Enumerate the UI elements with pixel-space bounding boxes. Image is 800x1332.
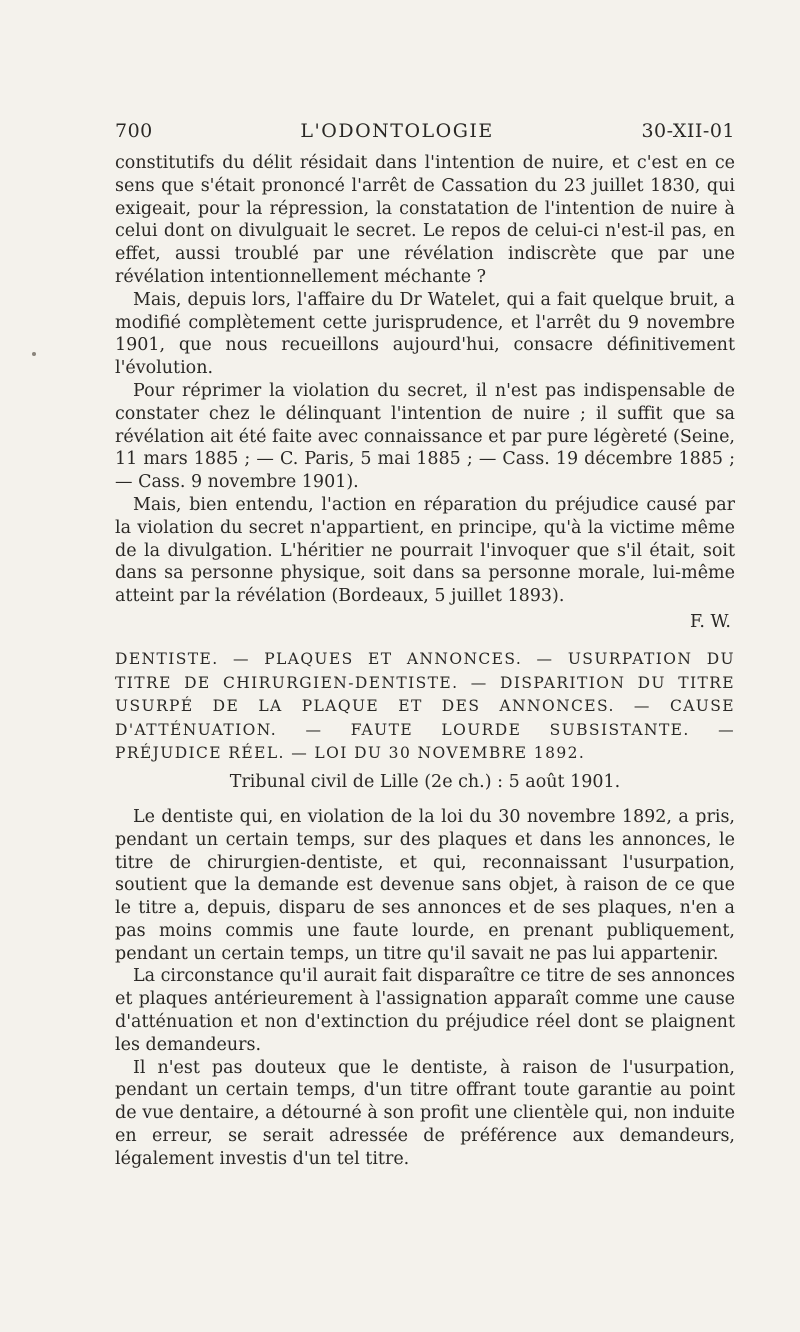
margin-mark xyxy=(32,352,36,356)
paragraph-2: Mais, depuis lors, l'affaire du Dr Watelet, qui a fait quelque bruit, a modifié complètement cette jurisprudence, et l'arrêt du 9 novembre 1901, que nous recueillons aujourd'hui, consacre définitivement l'évolution. xyxy=(115,289,735,379)
issue-date: 30-XII-01 xyxy=(641,120,735,142)
paragraph-1: constitutifs du délit résidait dans l'intention de nuire, et c'est en ce sens que s'était prononcé l'arrêt de Cassation du 23 juillet 1830, qui exigeait, pour la répression, la constatation de l'intention de nuire à celui dont on divulguait le secret. Le repos de celui-ci n'est-il pas, en effet, aussi troublé par une révélation indiscrète que par une révélation intentionnellement méchante ? xyxy=(115,153,735,287)
paragraph-4: Mais, bien entendu, l'action en réparation du préjudice causé par la violation du secret n'appartient, en principe, qu'à la victime même de la divulgation. L'héritier ne pourrait l'invoquer que s'il était, soit dans sa personne physique, soit dans sa personne morale, lui-même atteint par la révélation (Bordeaux, 5 juillet 1893). xyxy=(115,494,735,607)
running-header xyxy=(115,120,735,142)
case-heading: DENTISTE. — PLAQUES ET ANNONCES. — USURPATION DU TITRE DE CHIRURGIEN-DENTISTE. — DISPARITION DU TITRE USURPÉ DE LA PLAQUE ET DES ANNONCES. — CAUSE D'ATTÉNUATION. — FAUTE LOURDE SUBSISTANTE. — PRÉJUDICE RÉEL. — LOI DU 30 NOVEMBRE 1892. xyxy=(115,649,735,763)
paragraph-3: Pour réprimer la violation du secret, il n'est pas indispensable de constater chez le délinquant l'intention de nuire ; il suffit que sa révélation ait été faite avec connaissance et par pure légèreté (Seine, 11 mars 1885 ; — C. Paris, 5 mai 1885 ; — Cass. 19 décembre 1885 ; — Cass. 9 novembre 1901). xyxy=(115,380,735,493)
author-signature: F. W. xyxy=(689,611,731,632)
journal-title: L'ODONTOLOGIE xyxy=(300,120,494,142)
court-line: Tribunal civil de Lille (2e ch.) : 5 août 1901. xyxy=(229,771,621,792)
case-paragraph-2: La circonstance qu'il aurait fait disparaître ce titre de ses annonces et plaques antérieurement à l'assignation apparaît comme une cause d'atténuation et non d'extinction du préjudice réel dont se plaignent les demandeurs. xyxy=(115,966,735,1055)
case-paragraph-1: Le dentiste qui, en violation de la loi du 30 novembre 1892, a pris, pendant un certain temps, sur des plaques et dans les annonces, le titre de chirurgien-dentiste, et qui, reconnaissant l'usurpation, soutient que la demande est devenue sans objet, à raison de ce que le titre a, depuis, disparu de ses annonces et de ses plaques, n'en a pas moins commis une faute lourde, en prenant publiquement, pendant un certain temps, un titre qu'il savait ne pas lui appartenir. xyxy=(115,806,735,964)
case-paragraph-3: Il n'est pas douteux que le dentiste, à raison de l'usurpation, pendant un certain temps, d'un titre offrant toute garantie au point de vue dentaire, a détourné à son profit une clientèle qui, non induite en erreur, se serait adressée de préférence aux demandeurs, légalement investis d'un tel titre. xyxy=(115,1057,735,1169)
page-content xyxy=(115,120,735,1171)
page-number: 700 xyxy=(115,120,153,142)
